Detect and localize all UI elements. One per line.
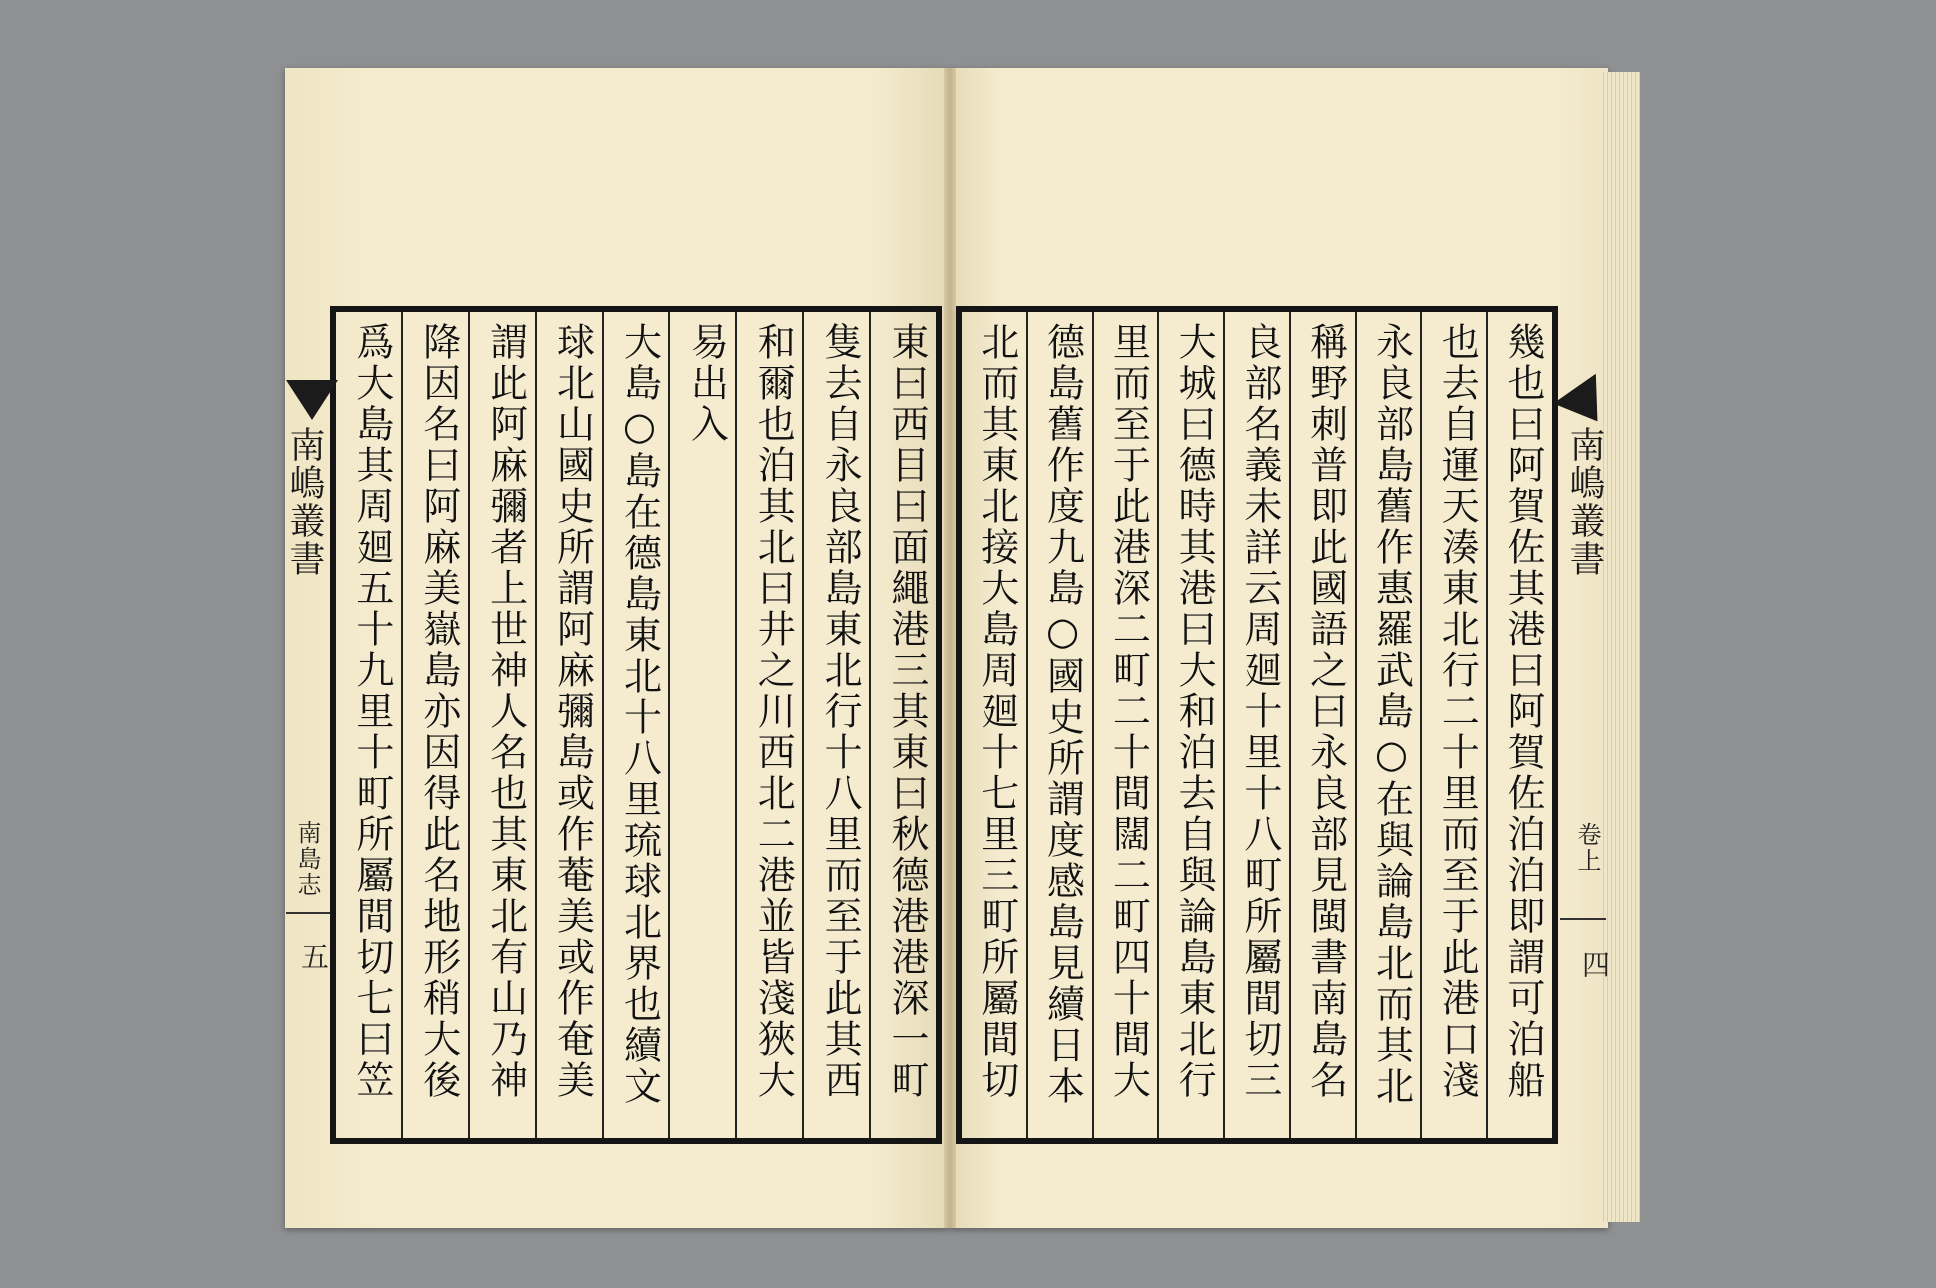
left-text-frame [330,306,942,1144]
text-column: 謂此阿麻彌者上世神人名也其東北有山乃神 [468,312,535,1138]
right-text-frame [956,306,1558,1144]
text-column: 球北山國史所謂阿麻彌島或作菴美或作奄美 [535,312,602,1138]
page-number: 五 [297,942,330,972]
text-column: 里而至于此港深二町二十間闊二町四十間大 [1092,312,1158,1138]
fishtail-marker-icon [286,380,338,420]
running-title: 南嶋叢書 [284,426,325,578]
running-title: 南嶋叢書 [1564,426,1605,578]
divider [1560,918,1606,920]
text-column: 大城曰德時其港曰大和泊去自與論島東北行 [1157,312,1223,1138]
book-gutter [944,68,956,1228]
text-column: 北而其東北接大島周廻十七里三町所屬間切 [974,322,1019,1101]
divider [286,912,330,914]
text-column: 東曰西目曰面繩港三其東曰秋德港港深一町 [869,312,936,1138]
page-number: 四 [1578,950,1611,980]
volume-label: 卷上 [1573,822,1601,874]
text-column: 爲大島其周廻五十九里十町所屬間切七曰笠 [349,322,394,1101]
text-column: 大島○島在德島東北十八里琉球北界也續文 [602,312,669,1138]
text-column: 和爾也泊其北曰井之川西北二港並皆淺狹大 [735,312,802,1138]
text-column: 隻去自永良部島東北行十八里而至于此其西 [802,312,869,1138]
text-column: 德島舊作度九島○國史所謂度感島見續日本 [1026,312,1092,1138]
text-column: 易出入 [668,312,735,1138]
text-column: 良部名義未詳云周廻十里十八町所屬間切三 [1223,312,1289,1138]
text-column: 永良部島舊作惠羅武島○在與論島北而其北 [1355,312,1421,1138]
text-column: 降因名曰阿麻美嶽島亦因得此名地形稍大後 [401,312,468,1138]
volume-label: 南島志 [293,820,321,898]
text-column: 稱野刺普即此國語之曰永良部見閩書南島名 [1289,312,1355,1138]
text-column: 也去自運天湊東北行二十里而至于此港口淺 [1420,312,1486,1138]
page-edges [1600,72,1640,1222]
text-column: 幾也曰阿賀佐其港曰阿賀佐泊泊即謂可泊船 [1486,312,1552,1138]
